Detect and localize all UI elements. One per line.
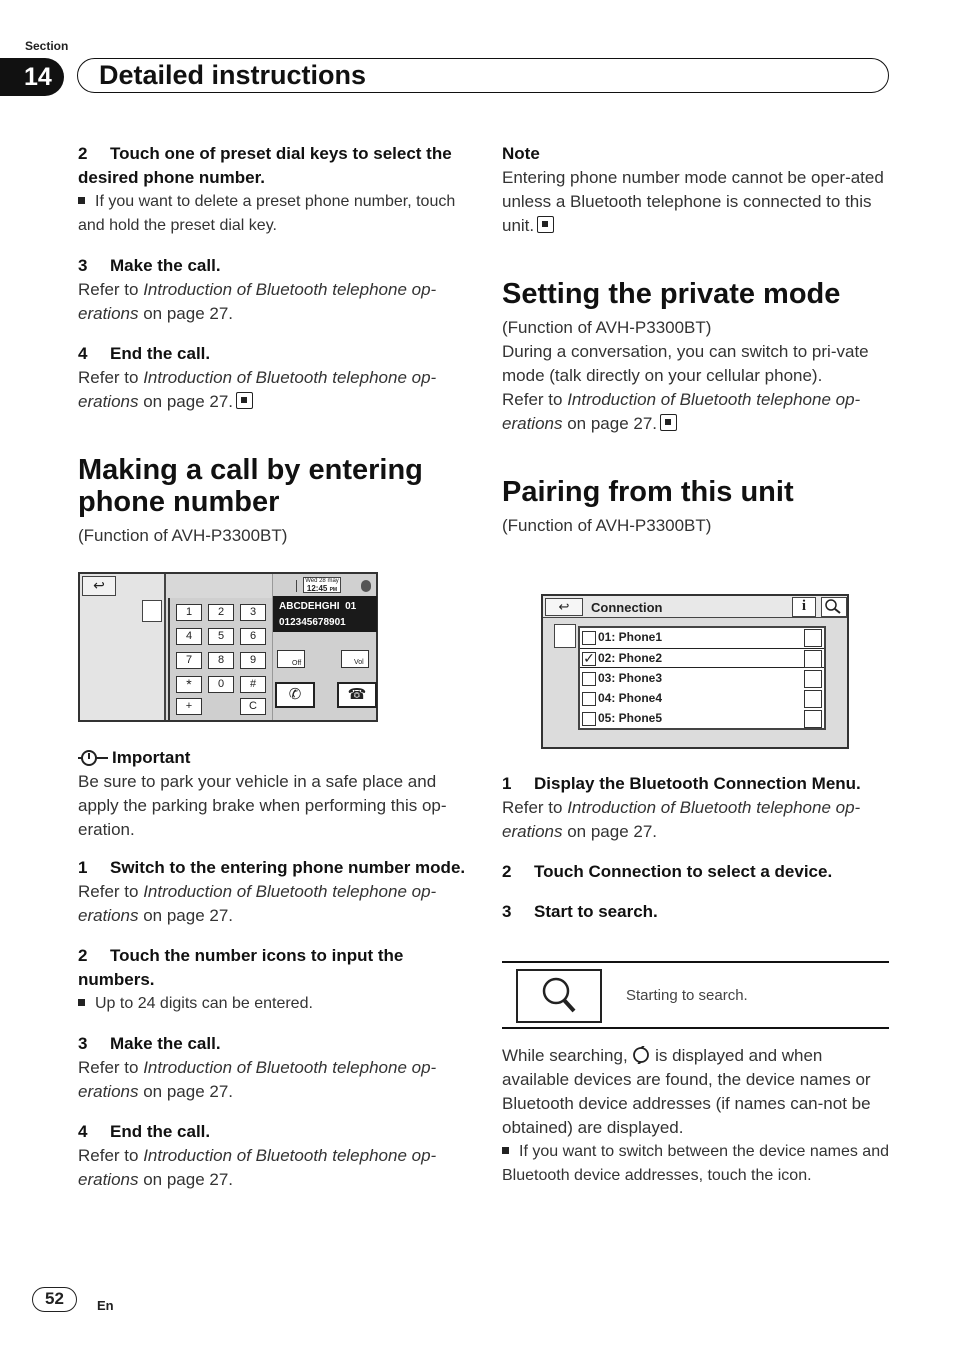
heading-making-call: Making a call by entering phone number <box>78 454 423 518</box>
note-text: Entering phone number mode cannot be oper-ated unless a Bluetooth telephone is connected to this unit. <box>502 168 884 235</box>
end-mark-icon <box>537 216 554 233</box>
key-hash[interactable]: # <box>240 676 266 693</box>
left-column <box>78 142 468 548</box>
hangup-button[interactable]: ☎ <box>337 682 377 708</box>
section-label: Section <box>25 39 69 53</box>
step-1-display: 1 Display the Bluetooth Connection Menu. <box>502 774 861 793</box>
note-heading: Note <box>502 144 540 163</box>
trash-icon[interactable] <box>804 670 822 688</box>
section-number: 14 <box>0 58 64 96</box>
bullet-delete-preset: If you want to delete a preset phone number, touch and hold the preset dial key. <box>78 193 456 234</box>
volume-button[interactable]: Vol <box>341 650 369 668</box>
key-6[interactable]: 6 <box>240 628 266 645</box>
key-star[interactable]: * <box>176 676 202 693</box>
step-4-end-call: 4 End the call. <box>78 344 211 363</box>
ref-text: Refer to Introduction of Bluetooth telephone op-erations on page 27. <box>78 280 437 323</box>
keypad <box>168 598 272 720</box>
checkbox-checked[interactable]: ✓ <box>583 650 595 666</box>
trash-icon[interactable] <box>804 650 822 668</box>
device-row[interactable]: 04: Phone4 <box>580 689 824 709</box>
step-3-make-call: 3 Make the call. <box>78 1034 221 1053</box>
ref-text: Refer to Introduction of Bluetooth telephone op-erations on page 27. <box>78 1146 437 1189</box>
key-4[interactable]: 4 <box>176 628 202 645</box>
right-column-lower <box>502 772 892 924</box>
search-callout <box>502 961 889 1029</box>
ref-text: Refer to Introduction of Bluetooth telephone op-erations on page 27. <box>502 798 861 841</box>
back-icon[interactable]: ↩ <box>82 576 116 596</box>
end-mark-icon <box>660 414 677 431</box>
function-note: (Function of AVH-P3300BT) <box>502 318 712 337</box>
search-caption: Starting to search. <box>626 987 748 1004</box>
function-note: (Function of AVH-P3300BT) <box>502 516 712 535</box>
device-row[interactable]: 03: Phone3 <box>580 669 824 689</box>
phone-number-entry-screen <box>78 572 378 722</box>
ref-text: Refer to Introduction of Bluetooth telephone op-erations on page 27. <box>502 390 861 433</box>
right-column <box>502 142 892 538</box>
step-3-search: 3 Start to search. <box>502 902 658 921</box>
right-column-bottom <box>502 1044 892 1188</box>
key-3[interactable]: 3 <box>240 604 266 621</box>
device-row[interactable]: 05: Phone5 <box>580 709 824 729</box>
refresh-icon <box>632 1046 650 1064</box>
ref-text: Refer to Introduction of Bluetooth telephone op-erations on page 27. <box>78 1058 437 1101</box>
while-searching-text: While searching, is displayed and when available devices are found, the device names or Bluetooth device addresses (if names can-not be obtained) are displayed. <box>502 1046 871 1137</box>
bullet-digits: Up to 24 digits can be entered. <box>78 992 468 1016</box>
heading-pairing: Pairing from this unit <box>502 476 794 508</box>
step-3-make-call: 3 Make the call. <box>78 256 221 275</box>
device-row[interactable]: 01: Phone1 <box>580 628 824 648</box>
step-2-input: 2 Touch the number icons to input the numbers. <box>78 946 404 989</box>
mute-off-button[interactable]: Off <box>277 650 305 668</box>
clock-display: Wed 28 may 12:45 PM <box>303 577 341 593</box>
checkbox[interactable] <box>582 712 596 726</box>
heading-private-mode: Setting the private mode <box>502 278 841 310</box>
key-0[interactable]: 0 <box>208 676 234 693</box>
info-icon[interactable]: i <box>792 597 816 617</box>
key-clear[interactable]: C <box>240 698 266 715</box>
device-row-selected[interactable]: ✓ 02: Phone2 <box>580 648 824 668</box>
connection-menu-screen <box>541 594 849 749</box>
phone-icon <box>142 600 162 622</box>
trash-icon[interactable] <box>804 710 822 728</box>
important-heading: Important <box>78 746 468 770</box>
call-button[interactable]: ✆ <box>275 682 315 708</box>
important-icon <box>78 749 108 767</box>
search-icon[interactable] <box>821 597 847 617</box>
step-2-connection: 2 Touch Connection to select a device. <box>502 862 833 881</box>
end-mark-icon <box>236 392 253 409</box>
signal-icon <box>279 580 297 592</box>
search-icon <box>516 969 602 1023</box>
step-4-end-call: 4 End the call. <box>78 1122 211 1141</box>
key-plus[interactable]: + <box>176 698 202 715</box>
number-display: ABCDEHGHI 01 012345678901 <box>273 596 377 632</box>
key-7[interactable]: 7 <box>176 652 202 669</box>
step-1-switch: 1 Switch to the entering phone number mode. <box>78 858 466 877</box>
trash-icon[interactable] <box>804 690 822 708</box>
checkbox[interactable] <box>582 631 596 645</box>
page-title: Detailed instructions <box>99 60 367 90</box>
function-note: (Function of AVH-P3300BT) <box>78 526 288 545</box>
private-text: During a conversation, you can switch to pri-vate mode (talk directly on your cellular phone). <box>502 342 869 385</box>
device-list <box>578 626 826 730</box>
connection-title: Connection <box>591 600 663 615</box>
page-number: 52 <box>32 1287 77 1312</box>
checkbox[interactable] <box>582 692 596 706</box>
checkbox[interactable] <box>582 672 596 686</box>
key-9[interactable]: 9 <box>240 652 266 669</box>
ref-text: Refer to Introduction of Bluetooth telephone op-erations on page 27. <box>78 368 437 411</box>
back-icon[interactable]: ↩ <box>545 598 583 616</box>
bluetooth-icon <box>361 580 371 592</box>
key-8[interactable]: 8 <box>208 652 234 669</box>
phone-icon <box>554 624 576 648</box>
key-5[interactable]: 5 <box>208 628 234 645</box>
trash-icon[interactable] <box>804 629 822 647</box>
bullet-switch-names: If you want to switch between the device names and Bluetooth device addresses, touch the icon. <box>502 1143 889 1184</box>
important-text: Be sure to park your vehicle in a safe place and apply the parking brake when performing this op-eration. <box>78 772 447 839</box>
language-code: En <box>97 1298 114 1313</box>
step-2-preset: 2 Touch one of preset dial keys to select the desired phone number. <box>78 144 452 187</box>
ref-text: Refer to Introduction of Bluetooth telephone op-erations on page 27. <box>78 882 437 925</box>
key-2[interactable]: 2 <box>208 604 234 621</box>
left-column-lower <box>78 746 468 1192</box>
key-1[interactable]: 1 <box>176 604 202 621</box>
